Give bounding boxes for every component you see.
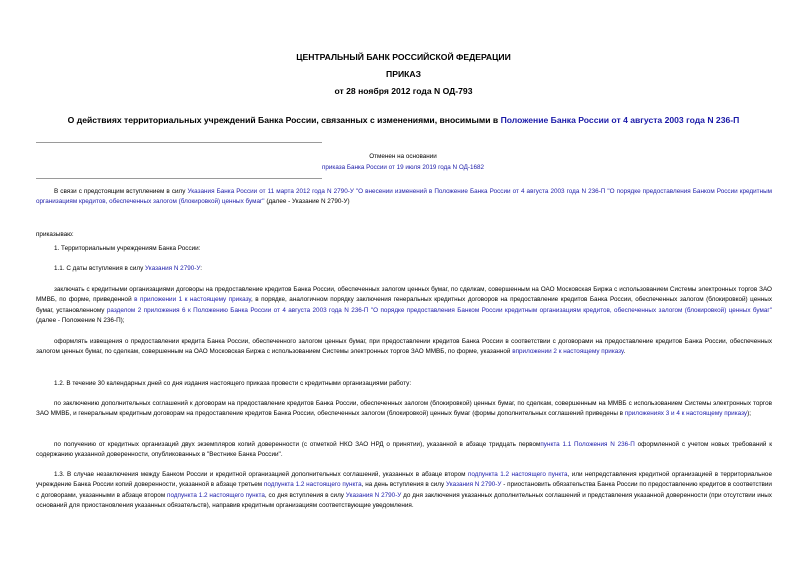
additional-agreements-paragraph xyxy=(36,399,772,420)
clause-1-1-236p-link[interactable]: пункта 1.1 Положения N 236-П xyxy=(540,441,635,448)
cancel-note-label: Отменен на основании xyxy=(369,153,437,160)
cancel-order-link[interactable]: приказа Банка России от 19 июля 2019 года N ОД-1682 xyxy=(322,164,484,171)
org-heading: ЦЕНТРАЛЬНЫЙ БАНК РОССИЙСКОЙ ФЕДЕРАЦИИ xyxy=(296,52,511,62)
top-divider xyxy=(36,142,322,143)
power-text: по получению от кредитных организаций двух экземпляров копий доверенности (с отметкой НКО ЗАО НРД о принятии), указанной в абзаце тридцать первом xyxy=(54,441,541,448)
item-1-3-text-d: - приостановить обязательства Банка России по предоставлению кредитов в соответствии с договорами, указанными в абзаце втором xyxy=(36,481,772,499)
document-title xyxy=(0,115,807,125)
notify-paragraph xyxy=(36,337,772,358)
notify-text-end: . xyxy=(623,348,626,356)
bottom-divider xyxy=(36,178,322,179)
power-of-attorney-paragraph xyxy=(36,440,772,461)
date-number-heading: от 28 ноября 2012 года N ОД-793 xyxy=(334,86,473,96)
conclude-paragraph xyxy=(36,285,772,327)
conclude-text-end: (далее - Положение N 236-П); xyxy=(36,317,125,325)
cancel-note xyxy=(160,151,646,173)
appendix-1-link[interactable]: в приложении 1 к настоящему приказу xyxy=(134,296,251,304)
doc-type-heading: ПРИКАЗ xyxy=(386,69,421,79)
regulation-236p-link[interactable]: Положение Банка России от 4 августа 2003 года N 236-П xyxy=(500,115,740,125)
intro-paragraph xyxy=(36,187,772,208)
item-1-3-paragraph xyxy=(36,470,772,512)
item-1-3-text-b: , или непредставления кредитной организацией в территориальное учреждение Банка России копий доверенности, указанной в абзаце третьем xyxy=(36,471,772,489)
appendix-2-link[interactable]: вприложении 2 к настоящему приказу xyxy=(512,348,624,356)
item-1-3-text-c: , на день вступления в силу xyxy=(361,481,446,489)
directive-2790u-link-2[interactable]: Указания N 2790-У xyxy=(445,481,502,489)
appendix-3-4-link[interactable]: приложениях 3 и 4 к настоящему приказу xyxy=(624,410,748,418)
conclude-text: заключать с кредитными организациями договоры на предоставление кредитов Банка России, обеспеченных залогом ценных бумаг, по сделкам, совершенным на ОАО Московская Биржа с использованием Системы электронных торгов ЗАО ММВБ, по форме, приведенной xyxy=(36,286,772,304)
directive-2790u-link[interactable]: Указания Банка России от 11 марта 2012 года N 2790-У "О внесении изменений в Положение Банка России от 4 августа 2003 года N 236-П "О порядке предоставления Банком России кредитным организациям кредитов, обеспеченных залогом (блокировкой) ценных бумаг" xyxy=(36,188,772,206)
item-1-3-text: 1.3. В случае незаключения между Банком России и кредитной организацией дополнительных соглашений, указанных в абзаце втором xyxy=(54,471,468,478)
intro-text-end: (далее - Указание N 2790-У) xyxy=(264,198,350,206)
power-text-end: оформленной с учетом новых требований к содержанию указанной доверенности, опубликованных в "Вестнике Банка России". xyxy=(36,441,772,459)
additional-text-end: ); xyxy=(747,410,751,418)
conclude-text-mid: , в порядке, аналогичном порядку заключения генеральных кредитных договоров на предоставление кредитов Банка России, обеспеченных залогом (блокировкой) ценных бумаг, установленному xyxy=(36,296,772,314)
title-prefix: О действиях территориальных учреждений Банка России, связанных с изменениями, вносимыми в xyxy=(67,115,501,125)
item-1-3-text-e: , со дня вступления в силу xyxy=(264,491,346,499)
subclause-1-2-link-3[interactable]: подпункта 1.2 настоящего пункта xyxy=(167,491,265,499)
section-2-appendix-6-link[interactable]: разделом 2 приложения 6 к Положению Банка России от 4 августа 2003 года N 236-П "О порядке предоставления Банком России кредитным организациям кредитов, обеспеченных залогом (блокировкой) ценных бумаг" xyxy=(106,306,772,314)
item-1-1-colon: : xyxy=(200,265,203,272)
item-1-1-text: 1.1. С даты вступления в силу xyxy=(54,265,146,272)
item-1-1 xyxy=(54,264,202,274)
item-1-2: 1.2. В течение 30 календарных дней со дня издания настоящего приказа провести с кредитными организациями работу: xyxy=(54,380,412,387)
additional-text: по заключению дополнительных соглашений к договорам на предоставление кредитов Банка России, обеспеченных залогом (блокировкой) ценных бумаг, по сделкам, совершенным на ММВБ с использованием Системы электронных торгов ЗАО ММВБ, и генеральным кредитным договорам на предоставление кредитов Банка России, обеспеченных залогом (блокировкой) ценных бумаг (формы дополнительных соглашений приведены в xyxy=(36,400,772,418)
notify-text: оформлять извещения о предоставлении кредита Банка России, обеспеченного залогом ценных бумаг, при предоставлении кредитов Банка России в соответствии с договорами на предоставление кредитов Банка России, обеспеченных залогом ценных бумаг, по сделкам, совершенным на ОАО Московская Биржа с использованием Системы электронных торгов ЗАО ММВБ, по форме, указанной xyxy=(36,338,772,356)
directive-2790u-link-3[interactable]: Указания N 2790-У xyxy=(345,491,402,499)
order-word: приказываю: xyxy=(36,231,74,238)
directive-2790u-short-link[interactable]: Указания N 2790-У xyxy=(145,265,201,272)
item-1-3-text-f: до дня заключения указанных дополнительных соглашений и представления указанной доверенности (при отсутствии иных оснований для приостановления указанных обязательств), направив кредитным организациям соответствующие уведомления. xyxy=(36,491,772,510)
subclause-1-2-link-1[interactable]: подпункта 1.2 настоящего пункта xyxy=(467,471,568,478)
subclause-1-2-link-2[interactable]: подпункта 1.2 настоящего пункта xyxy=(263,481,362,489)
item-1: 1. Территориальным учреждениям Банка России: xyxy=(54,245,201,252)
intro-text: В связи с предстоящим вступлением в силу xyxy=(54,188,188,195)
